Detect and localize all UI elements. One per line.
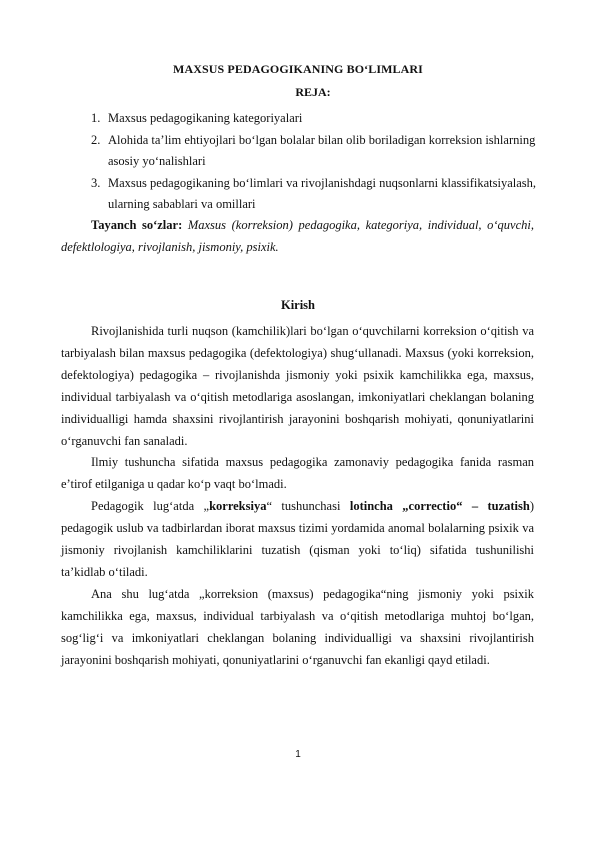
document-title: MAXSUS PEDAGOGIKANING BO‘LIMLARI: [173, 62, 423, 76]
plan-item-text: Maxsus pedagogikaning kategoriyalari: [108, 111, 303, 125]
page-number: 1: [295, 749, 301, 760]
plan-item-text: Maxsus pedagogikaning bo‘limlari va rivojlanishdagi nuqsonlarni klassifikatsiyalash, ularning sabablari va omillari: [108, 175, 537, 211]
plan-item-text: Alohida ta’lim ehtiyojlari bo‘lgan bolalar bilan olib boriladigan korreksion ishlarning asosiy yo‘nalishlari: [108, 132, 536, 168]
plan-item: [91, 173, 541, 216]
paragraph: Rivojlanishida turli nuqson (kamchilik)lari bo‘lgan o‘quvchilarni korreksion o‘qitish va tarbiyalash bilan maxsus pedagogika (defektologiya) shug‘ullanadi. Maxsus (yoki korreksion, defektologiya) pedagogika – rivojlanishda jismoniy yoki psixik kamchilikka ega, maxsus, individual tarbiyalash va o‘qitish metodlariga asoslangan, imkoniyatlari cheklangan bolaning individualligi hamda shaxsini rivojlantirish jarayonini boshqarish mohiyati, qonuniyatlarini o‘rganuvchi fan sanaladi.: [61, 324, 534, 448]
paragraph-text: Pedagogik lug‘atda „: [91, 499, 210, 514]
plan-item: [91, 108, 541, 130]
plan-item-number: 3.: [91, 175, 101, 190]
plan-item-number: 2.: [91, 132, 101, 147]
paragraph: [61, 496, 534, 584]
body-text: [61, 321, 534, 672]
bold-term: lotincha „correctio“ – tuzatish: [349, 499, 530, 514]
plan-list: [91, 108, 541, 216]
section-heading: Kirish: [280, 298, 316, 312]
paragraph: Ilmiy tushuncha sifatida maxsus pedagogika zamonaviy pedagogika fanida rasman e’tirof etilganiga u qadar ko‘p vaqt bo‘lmadi.: [61, 455, 534, 492]
bold-term: korreksiya: [209, 499, 267, 514]
plan-heading: REJA:: [295, 85, 331, 99]
paragraph-text: “ tushunchasi: [266, 499, 350, 514]
plan-item: [91, 130, 541, 173]
paragraph-text: ) pedagogik uslub va tadbirlardan iborat maxsus tizimi yordamida anomal bolalarning psixik va jismoniy rivojlanish kamchiliklarini tuzatish (qisman yoki to‘liq) sifatida tushunilishi ta’kidlab o‘tiladi.: [61, 499, 535, 579]
paragraph: Ana shu lug‘atda „korreksion (maxsus) pedagogika“ning jismoniy yoki psixik kamchilikka ega, maxsus, individual tarbiyalash va o‘qitish metodlariga muhtoj bo‘lgan, sog‘lig‘i va imkoniyatlari cheklangan bolaning individualligi va shaxsini rivojlantirish jarayonini boshqarish mohiyati, qonuniyatlarini o‘rganuvchi fan ekanligi qayd etiladi.: [61, 586, 534, 667]
plan-item-number: 1.: [91, 111, 101, 125]
keywords-label: Tayanch so‘zlar:: [91, 218, 183, 232]
keywords-text: Maxsus (korreksion) pedagogika, kategoriya, individual, o‘quvchi, defektlologiya, rivojlanish, jismoniy, psixik.: [61, 218, 534, 254]
keywords-paragraph: [61, 215, 534, 258]
